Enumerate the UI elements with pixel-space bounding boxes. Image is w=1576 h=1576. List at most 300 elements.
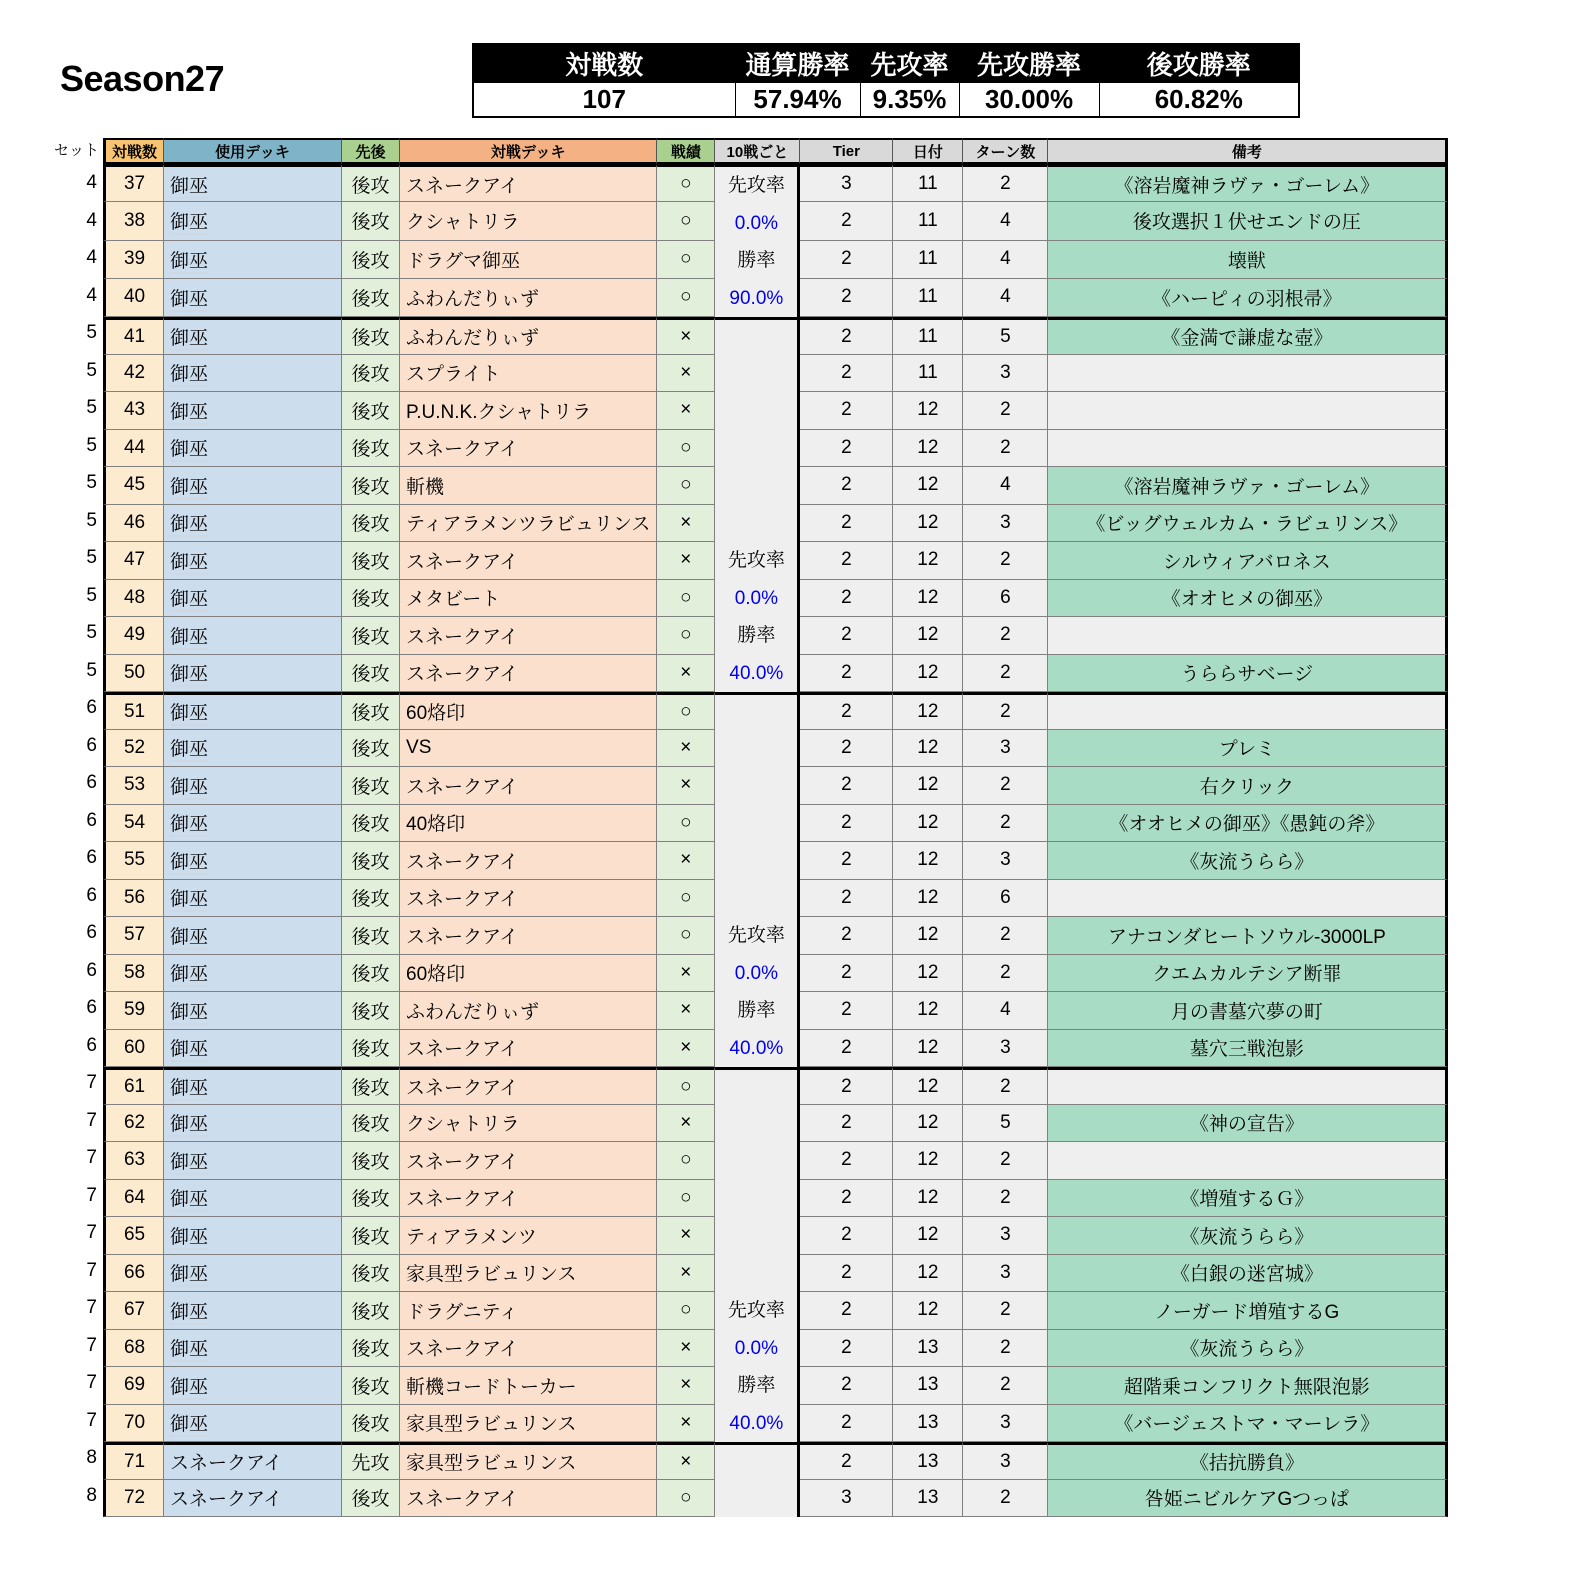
my-deck-name: 御巫 bbox=[164, 355, 342, 393]
set-number: 7 bbox=[45, 1364, 103, 1402]
note-text: 墓穴三戦泡影 bbox=[1048, 1030, 1448, 1068]
turn-count: 6 bbox=[963, 880, 1048, 918]
note-text: 《増殖するＧ》 bbox=[1048, 1180, 1448, 1218]
my-deck-name: 御巫 bbox=[164, 430, 342, 468]
turn-count: 3 bbox=[963, 730, 1048, 768]
my-deck-name: 御巫 bbox=[164, 917, 342, 955]
per-ten-win-rate-label: 勝率 bbox=[737, 1375, 776, 1396]
turn-count: 2 bbox=[963, 164, 1048, 202]
set-number: 4 bbox=[45, 239, 103, 277]
note-text: 月の書墓穴夢の町 bbox=[1048, 992, 1448, 1030]
set-number: 6 bbox=[45, 689, 103, 727]
tier-value: 2 bbox=[800, 1105, 893, 1143]
match-result: × bbox=[657, 842, 715, 880]
set-number: 6 bbox=[45, 727, 103, 765]
tier-value: 2 bbox=[800, 542, 893, 580]
match-result: ○ bbox=[657, 1067, 715, 1105]
match-number: 67 bbox=[103, 1292, 164, 1330]
turn-order: 後攻 bbox=[342, 355, 400, 393]
set-number: 4 bbox=[45, 277, 103, 315]
set-number: 4 bbox=[45, 164, 103, 202]
turn-count: 2 bbox=[963, 1367, 1048, 1405]
opponent-deck-name: VS bbox=[400, 730, 657, 768]
per-ten-first-rate-value: 0.0% bbox=[734, 962, 779, 984]
match-result: ○ bbox=[657, 805, 715, 843]
turn-count: 5 bbox=[963, 1105, 1048, 1143]
turn-order: 後攻 bbox=[342, 542, 400, 580]
match-result: ○ bbox=[657, 692, 715, 730]
date-value: 12 bbox=[893, 1217, 963, 1255]
column-header-turn-order: 先後 bbox=[342, 138, 400, 164]
date-value: 11 bbox=[893, 317, 963, 355]
match-number: 43 bbox=[103, 392, 164, 430]
opponent-deck-name: スネークアイ bbox=[400, 430, 657, 468]
match-number: 58 bbox=[103, 955, 164, 993]
tier-value: 2 bbox=[800, 202, 893, 240]
match-number: 60 bbox=[103, 1030, 164, 1068]
match-result: ○ bbox=[657, 164, 715, 202]
tier-value: 2 bbox=[800, 692, 893, 730]
turn-count: 4 bbox=[963, 992, 1048, 1030]
match-number: 61 bbox=[103, 1067, 164, 1105]
turn-count: 2 bbox=[963, 955, 1048, 993]
match-number: 44 bbox=[103, 430, 164, 468]
table-row bbox=[103, 692, 1448, 730]
my-deck-name: 御巫 bbox=[164, 1330, 342, 1368]
turn-count: 4 bbox=[963, 279, 1048, 317]
match-number: 41 bbox=[103, 317, 164, 355]
summary-header-row bbox=[473, 44, 1299, 83]
match-result: ○ bbox=[657, 580, 715, 618]
note-text: 後攻選択１伏せエンドの圧 bbox=[1048, 202, 1448, 240]
set-number: 7 bbox=[45, 1289, 103, 1327]
column-header-match-count: 対戦数 bbox=[103, 138, 164, 164]
match-number: 72 bbox=[103, 1480, 164, 1518]
match-result: × bbox=[657, 355, 715, 393]
turn-order: 後攻 bbox=[342, 1255, 400, 1293]
opponent-deck-name: 家具型ラビュリンス bbox=[400, 1442, 657, 1480]
date-value: 11 bbox=[893, 241, 963, 279]
turn-count: 3 bbox=[963, 1442, 1048, 1480]
opponent-deck-name: スプライト bbox=[400, 355, 657, 393]
match-result: × bbox=[657, 1030, 715, 1068]
my-deck-name: 御巫 bbox=[164, 1067, 342, 1105]
turn-count: 2 bbox=[963, 430, 1048, 468]
turn-order: 後攻 bbox=[342, 955, 400, 993]
note-text bbox=[1048, 392, 1448, 430]
note-text: シルウィアバロネス bbox=[1048, 542, 1448, 580]
opponent-deck-name: スネークアイ bbox=[400, 1480, 657, 1518]
my-deck-name: 御巫 bbox=[164, 992, 342, 1030]
date-value: 13 bbox=[893, 1405, 963, 1443]
date-value: 12 bbox=[893, 805, 963, 843]
match-result: ○ bbox=[657, 1142, 715, 1180]
per-ten-win-rate-label: 勝率 bbox=[737, 625, 776, 646]
opponent-deck-name: スネークアイ bbox=[400, 1180, 657, 1218]
set-column bbox=[45, 138, 103, 1514]
match-result: × bbox=[657, 392, 715, 430]
turn-order: 後攻 bbox=[342, 1030, 400, 1068]
date-value: 12 bbox=[893, 1030, 963, 1068]
my-deck-name: 御巫 bbox=[164, 955, 342, 993]
set-number: 8 bbox=[45, 1477, 103, 1515]
note-text: 《バージェストマ・マーレラ》 bbox=[1048, 1405, 1448, 1443]
match-number: 48 bbox=[103, 580, 164, 618]
match-number: 52 bbox=[103, 730, 164, 768]
tier-value: 3 bbox=[800, 164, 893, 202]
turn-order: 後攻 bbox=[342, 202, 400, 240]
turn-order: 後攻 bbox=[342, 805, 400, 843]
match-number: 49 bbox=[103, 617, 164, 655]
match-number: 68 bbox=[103, 1330, 164, 1368]
note-text: 《溶岩魔神ラヴァ・ゴーレム》 bbox=[1048, 467, 1448, 505]
opponent-deck-name: P.U.N.K.クシャトリラ bbox=[400, 392, 657, 430]
set-number: 7 bbox=[45, 1064, 103, 1102]
per-ten-first-rate-label: 先攻率 bbox=[727, 550, 785, 571]
set-number: 6 bbox=[45, 1027, 103, 1065]
my-deck-name: 御巫 bbox=[164, 467, 342, 505]
my-deck-name: スネークアイ bbox=[164, 1442, 342, 1480]
my-deck-name: 御巫 bbox=[164, 880, 342, 918]
match-number: 51 bbox=[103, 692, 164, 730]
table-row bbox=[103, 1067, 1448, 1105]
per-ten-first-rate-label: 先攻率 bbox=[727, 175, 785, 196]
column-header-date: 日付 bbox=[893, 138, 963, 164]
note-text: 咎姫ニビルケアGつっぱ bbox=[1048, 1480, 1448, 1518]
match-number: 69 bbox=[103, 1367, 164, 1405]
turn-order: 後攻 bbox=[342, 1217, 400, 1255]
tier-value: 2 bbox=[800, 1442, 893, 1480]
set-number: 5 bbox=[45, 314, 103, 352]
table-row bbox=[103, 1442, 1448, 1480]
match-result: × bbox=[657, 767, 715, 805]
per-ten-win-rate-value: 40.0% bbox=[729, 1412, 784, 1434]
turn-count: 2 bbox=[963, 617, 1048, 655]
tier-value: 2 bbox=[800, 580, 893, 618]
tier-value: 2 bbox=[800, 1330, 893, 1368]
turn-order: 後攻 bbox=[342, 1405, 400, 1443]
set-number: 7 bbox=[45, 1139, 103, 1177]
set-number: 7 bbox=[45, 1177, 103, 1215]
my-deck-name: 御巫 bbox=[164, 1142, 342, 1180]
per-ten-win-rate-label: 勝率 bbox=[737, 250, 776, 271]
tier-value: 2 bbox=[800, 992, 893, 1030]
match-number: 71 bbox=[103, 1442, 164, 1480]
note-text bbox=[1048, 880, 1448, 918]
set-number: 5 bbox=[45, 464, 103, 502]
set-number: 6 bbox=[45, 877, 103, 915]
turn-count: 4 bbox=[963, 241, 1048, 279]
set-number: 6 bbox=[45, 989, 103, 1027]
my-deck-name: 御巫 bbox=[164, 542, 342, 580]
opponent-deck-name: 斬機コードトーカー bbox=[400, 1367, 657, 1405]
set-number: 5 bbox=[45, 614, 103, 652]
opponent-deck-name: 斬機 bbox=[400, 467, 657, 505]
my-deck-name: 御巫 bbox=[164, 1367, 342, 1405]
per-ten-stats-cell bbox=[715, 1442, 800, 1517]
per-ten-stats-cell bbox=[715, 317, 800, 692]
set-number: 4 bbox=[45, 202, 103, 240]
turn-order: 後攻 bbox=[342, 1292, 400, 1330]
tier-value: 2 bbox=[800, 730, 893, 768]
my-deck-name: 御巫 bbox=[164, 617, 342, 655]
my-deck-name: 御巫 bbox=[164, 1217, 342, 1255]
per-ten-first-rate-value: 0.0% bbox=[734, 1337, 779, 1359]
match-result: × bbox=[657, 1255, 715, 1293]
tier-value: 2 bbox=[800, 392, 893, 430]
match-number: 45 bbox=[103, 467, 164, 505]
note-text: 《オオヒメの御巫》《愚鈍の斧》 bbox=[1048, 805, 1448, 843]
date-value: 11 bbox=[893, 202, 963, 240]
turn-order: 後攻 bbox=[342, 1067, 400, 1105]
set-number: 5 bbox=[45, 577, 103, 615]
summary-stats-table bbox=[472, 43, 1300, 118]
summary-value-cell: 57.94% bbox=[735, 83, 860, 117]
set-number: 8 bbox=[45, 1439, 103, 1477]
date-value: 12 bbox=[893, 1142, 963, 1180]
tier-value: 2 bbox=[800, 1367, 893, 1405]
set-number: 6 bbox=[45, 914, 103, 952]
tier-value: 2 bbox=[800, 279, 893, 317]
match-number: 50 bbox=[103, 655, 164, 693]
set-number: 5 bbox=[45, 389, 103, 427]
turn-count: 3 bbox=[963, 505, 1048, 543]
match-number: 62 bbox=[103, 1105, 164, 1143]
column-header-turns: ターン数 bbox=[963, 138, 1048, 164]
turn-count: 5 bbox=[963, 317, 1048, 355]
my-deck-name: 御巫 bbox=[164, 1105, 342, 1143]
my-deck-name: 御巫 bbox=[164, 692, 342, 730]
note-text: ノーガード増殖するG bbox=[1048, 1292, 1448, 1330]
summary-value-cell: 107 bbox=[473, 83, 735, 117]
match-result: ○ bbox=[657, 467, 715, 505]
turn-count: 3 bbox=[963, 355, 1048, 393]
summary-value-cell: 60.82% bbox=[1099, 83, 1299, 117]
date-value: 12 bbox=[893, 655, 963, 693]
date-value: 12 bbox=[893, 730, 963, 768]
match-number: 40 bbox=[103, 279, 164, 317]
my-deck-name: 御巫 bbox=[164, 317, 342, 355]
date-value: 12 bbox=[893, 692, 963, 730]
opponent-deck-name: スネークアイ bbox=[400, 542, 657, 580]
turn-order: 後攻 bbox=[342, 241, 400, 279]
summary-header-cell: 先攻率 bbox=[860, 44, 959, 83]
note-text: うららサベージ bbox=[1048, 655, 1448, 693]
set-number: 5 bbox=[45, 539, 103, 577]
set-number: 7 bbox=[45, 1402, 103, 1440]
turn-count: 2 bbox=[963, 1067, 1048, 1105]
per-ten-first-rate-value: 0.0% bbox=[734, 212, 779, 234]
match-number: 37 bbox=[103, 164, 164, 202]
tier-value: 2 bbox=[800, 767, 893, 805]
note-text: 壊獣 bbox=[1048, 241, 1448, 279]
column-header-my-deck: 使用デッキ bbox=[164, 138, 342, 164]
turn-order: 後攻 bbox=[342, 992, 400, 1030]
grid-header-row bbox=[103, 138, 1448, 164]
set-number: 7 bbox=[45, 1214, 103, 1252]
summary-header-cell: 通算勝率 bbox=[735, 44, 860, 83]
opponent-deck-name: スネークアイ bbox=[400, 917, 657, 955]
per-ten-stats-cell bbox=[715, 164, 800, 317]
my-deck-name: 御巫 bbox=[164, 842, 342, 880]
opponent-deck-name: メタビート bbox=[400, 580, 657, 618]
date-value: 13 bbox=[893, 1367, 963, 1405]
tier-value: 2 bbox=[800, 655, 893, 693]
opponent-deck-name: ふわんだりぃず bbox=[400, 992, 657, 1030]
date-value: 12 bbox=[893, 842, 963, 880]
per-ten-first-rate-label: 先攻率 bbox=[727, 1300, 785, 1321]
tier-value: 2 bbox=[800, 805, 893, 843]
note-text: 《白銀の迷宮城》 bbox=[1048, 1255, 1448, 1293]
match-result: ○ bbox=[657, 430, 715, 468]
note-text bbox=[1048, 430, 1448, 468]
turn-order: 後攻 bbox=[342, 1180, 400, 1218]
match-result: × bbox=[657, 1330, 715, 1368]
turn-count: 2 bbox=[963, 1480, 1048, 1518]
tier-value: 2 bbox=[800, 1142, 893, 1180]
tier-value: 2 bbox=[800, 317, 893, 355]
tier-value: 2 bbox=[800, 842, 893, 880]
note-text: 超階乗コンフリクト無限泡影 bbox=[1048, 1367, 1448, 1405]
turn-order: 後攻 bbox=[342, 617, 400, 655]
turn-order: 後攻 bbox=[342, 467, 400, 505]
tier-value: 2 bbox=[800, 505, 893, 543]
match-result: × bbox=[657, 317, 715, 355]
turn-order: 後攻 bbox=[342, 730, 400, 768]
per-ten-stats-cell bbox=[715, 692, 800, 1067]
note-text: プレミ bbox=[1048, 730, 1448, 768]
match-number: 59 bbox=[103, 992, 164, 1030]
match-result: × bbox=[657, 1405, 715, 1443]
opponent-deck-name: ティアラメンツ bbox=[400, 1217, 657, 1255]
summary-header-cell: 対戦数 bbox=[473, 44, 735, 83]
table-row bbox=[103, 164, 1448, 202]
tier-value: 2 bbox=[800, 955, 893, 993]
turn-count: 2 bbox=[963, 1292, 1048, 1330]
turn-order: 後攻 bbox=[342, 767, 400, 805]
turn-order: 後攻 bbox=[342, 1105, 400, 1143]
note-text: アナコンダヒートソウル-3000LP bbox=[1048, 917, 1448, 955]
opponent-deck-name: ふわんだりぃず bbox=[400, 317, 657, 355]
match-number: 38 bbox=[103, 202, 164, 240]
match-number: 54 bbox=[103, 805, 164, 843]
my-deck-name: 御巫 bbox=[164, 202, 342, 240]
my-deck-name: 御巫 bbox=[164, 392, 342, 430]
opponent-deck-name: スネークアイ bbox=[400, 164, 657, 202]
per-ten-win-rate-value: 40.0% bbox=[729, 1037, 784, 1059]
opponent-deck-name: 家具型ラビュリンス bbox=[400, 1255, 657, 1293]
opponent-deck-name: スネークアイ bbox=[400, 767, 657, 805]
my-deck-name: 御巫 bbox=[164, 580, 342, 618]
match-result: ○ bbox=[657, 880, 715, 918]
opponent-deck-name: スネークアイ bbox=[400, 1330, 657, 1368]
turn-order: 後攻 bbox=[342, 279, 400, 317]
date-value: 12 bbox=[893, 392, 963, 430]
match-result: ○ bbox=[657, 617, 715, 655]
note-text bbox=[1048, 617, 1448, 655]
tier-value: 2 bbox=[800, 1180, 893, 1218]
date-value: 12 bbox=[893, 955, 963, 993]
date-value: 12 bbox=[893, 917, 963, 955]
opponent-deck-name: スネークアイ bbox=[400, 1067, 657, 1105]
turn-count: 2 bbox=[963, 1142, 1048, 1180]
note-text bbox=[1048, 692, 1448, 730]
note-text: 《ビッグウェルカム・ラビュリンス》 bbox=[1048, 505, 1448, 543]
date-value: 12 bbox=[893, 992, 963, 1030]
turn-count: 2 bbox=[963, 542, 1048, 580]
match-result: ○ bbox=[657, 1180, 715, 1218]
turn-count: 2 bbox=[963, 917, 1048, 955]
opponent-deck-name: ドラグマ御巫 bbox=[400, 241, 657, 279]
my-deck-name: 御巫 bbox=[164, 805, 342, 843]
match-number: 57 bbox=[103, 917, 164, 955]
match-result: × bbox=[657, 1217, 715, 1255]
my-deck-name: 御巫 bbox=[164, 1292, 342, 1330]
date-value: 13 bbox=[893, 1480, 963, 1518]
my-deck-name: 御巫 bbox=[164, 279, 342, 317]
opponent-deck-name: ドラグニティ bbox=[400, 1292, 657, 1330]
opponent-deck-name: ティアラメンツラビュリンス bbox=[400, 505, 657, 543]
set-number: 5 bbox=[45, 352, 103, 390]
turn-count: 2 bbox=[963, 692, 1048, 730]
column-header-notes: 備考 bbox=[1048, 138, 1448, 164]
my-deck-name: 御巫 bbox=[164, 1180, 342, 1218]
date-value: 11 bbox=[893, 279, 963, 317]
match-result: × bbox=[657, 542, 715, 580]
summary-value-cell: 9.35% bbox=[860, 83, 959, 117]
set-number: 7 bbox=[45, 1327, 103, 1365]
per-ten-stats-cell bbox=[715, 1067, 800, 1442]
turn-count: 2 bbox=[963, 655, 1048, 693]
match-result: ○ bbox=[657, 202, 715, 240]
opponent-deck-name: 40烙印 bbox=[400, 805, 657, 843]
date-value: 12 bbox=[893, 1255, 963, 1293]
turn-order: 後攻 bbox=[342, 317, 400, 355]
turn-order: 後攻 bbox=[342, 580, 400, 618]
opponent-deck-name: スネークアイ bbox=[400, 880, 657, 918]
my-deck-name: 御巫 bbox=[164, 241, 342, 279]
match-result: × bbox=[657, 655, 715, 693]
tier-value: 2 bbox=[800, 880, 893, 918]
date-value: 12 bbox=[893, 1067, 963, 1105]
set-number: 5 bbox=[45, 502, 103, 540]
turn-count: 2 bbox=[963, 1180, 1048, 1218]
date-value: 13 bbox=[893, 1442, 963, 1480]
note-text: 《神の宣告》 bbox=[1048, 1105, 1448, 1143]
turn-count: 2 bbox=[963, 1330, 1048, 1368]
turn-count: 3 bbox=[963, 1030, 1048, 1068]
summary-value-row bbox=[473, 83, 1299, 117]
date-value: 12 bbox=[893, 617, 963, 655]
my-deck-name: 御巫 bbox=[164, 730, 342, 768]
set-number: 6 bbox=[45, 764, 103, 802]
note-text: 《灰流うらら》 bbox=[1048, 1330, 1448, 1368]
turn-count: 3 bbox=[963, 842, 1048, 880]
table-row bbox=[103, 317, 1448, 355]
turn-order: 先攻 bbox=[342, 1442, 400, 1480]
column-header-per-ten: 10戦ごと bbox=[715, 138, 800, 164]
set-number: 6 bbox=[45, 839, 103, 877]
date-value: 12 bbox=[893, 430, 963, 468]
match-result: ○ bbox=[657, 1292, 715, 1330]
opponent-deck-name: スネークアイ bbox=[400, 1030, 657, 1068]
per-ten-first-rate-label: 先攻率 bbox=[727, 925, 785, 946]
opponent-deck-name: スネークアイ bbox=[400, 655, 657, 693]
date-value: 11 bbox=[893, 355, 963, 393]
turn-order: 後攻 bbox=[342, 1480, 400, 1518]
turn-order: 後攻 bbox=[342, 1330, 400, 1368]
note-text: クエムカルテシア断罪 bbox=[1048, 955, 1448, 993]
